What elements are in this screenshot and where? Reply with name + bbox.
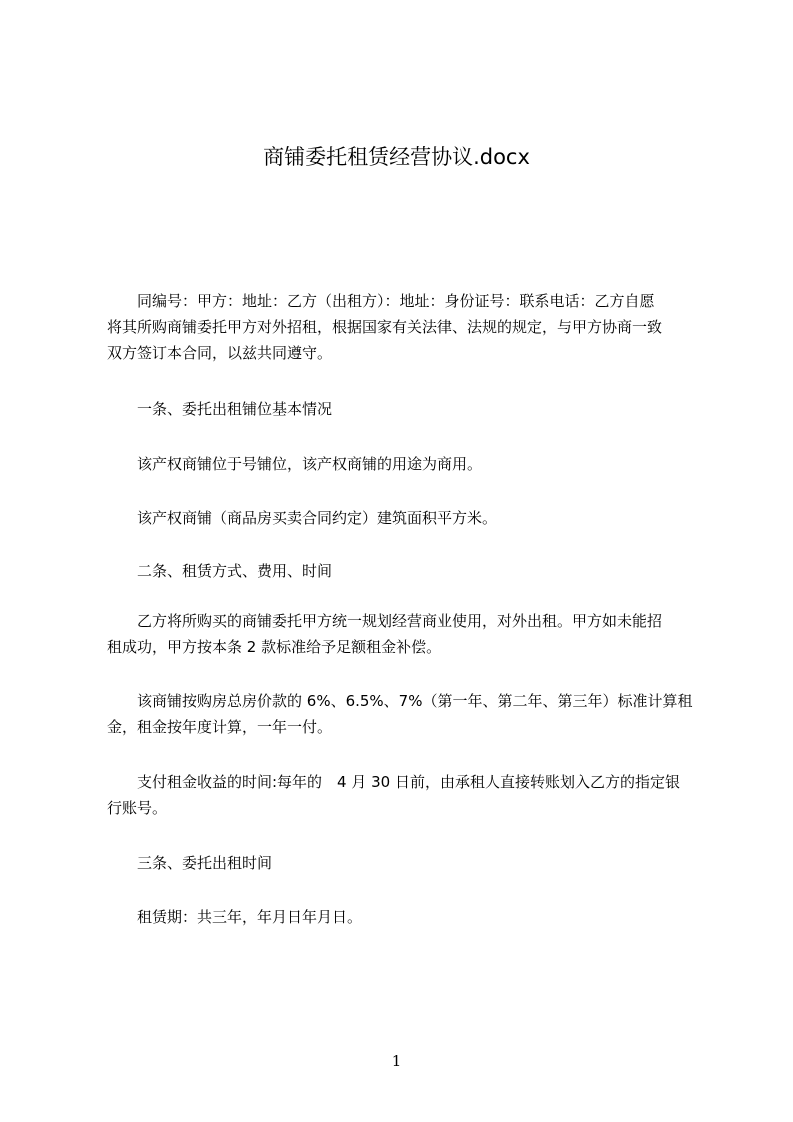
intro-paragraph — [107, 288, 707, 366]
section-1-heading: 一条、委托出租铺位基本情况 — [137, 400, 333, 418]
section-3-paragraph-1: 租赁期：共三年，年月日年月日。 — [137, 908, 363, 926]
section-1-paragraph-2: 该产权商铺（商品房买卖合同约定）建筑面积平方米。 — [137, 509, 498, 527]
intro-line-1: 同编号：甲方：地址：乙方（出租方）：地址：身份证号：联系电话：乙方自愿 — [137, 292, 655, 310]
section-2-paragraph-1-line-2: 租成功，甲方按本条 2 款标准给予足额租金补偿。 — [107, 638, 442, 656]
section-2-paragraph-2-line-1: 该商铺按购房总房价款的 6%、6.5%、7%（第一年、第二年、第三年）标准计算租 — [137, 692, 693, 710]
section-2-paragraph-2-line-2: 金，租金按年度计算，一年一付。 — [107, 718, 333, 736]
document-title: 商铺委托租赁经营协议.docx — [263, 145, 530, 169]
page-number: 1 — [391, 1052, 402, 1070]
section-2-paragraph-3-line-2: 行账号。 — [107, 799, 168, 817]
intro-line-3: 双方签订本合同，以兹共同遵守。 — [107, 344, 333, 362]
section-2-paragraph-2 — [107, 688, 707, 740]
section-2-paragraph-3 — [107, 769, 707, 821]
section-1-paragraph-1: 该产权商铺位于号铺位，该产权商铺的用途为商用。 — [137, 455, 483, 473]
section-3-heading: 三条、委托出租时间 — [137, 854, 273, 872]
section-2-paragraph-3-line-1: 支付租金收益的时间:每年的 4 月 30 日前，由承租人直接转账划入乙方的指定银 — [137, 773, 680, 791]
section-2-heading: 二条、租赁方式、费用、时间 — [137, 562, 333, 580]
intro-line-2: 将其所购商铺委托甲方对外招租，根据国家有关法律、法规的规定，与甲方协商一致 — [107, 318, 663, 336]
section-2-paragraph-1 — [107, 608, 707, 660]
section-2-paragraph-1-line-1: 乙方将所购买的商铺委托甲方统一规划经营商业使用，对外出租。甲方如未能招 — [137, 612, 663, 630]
